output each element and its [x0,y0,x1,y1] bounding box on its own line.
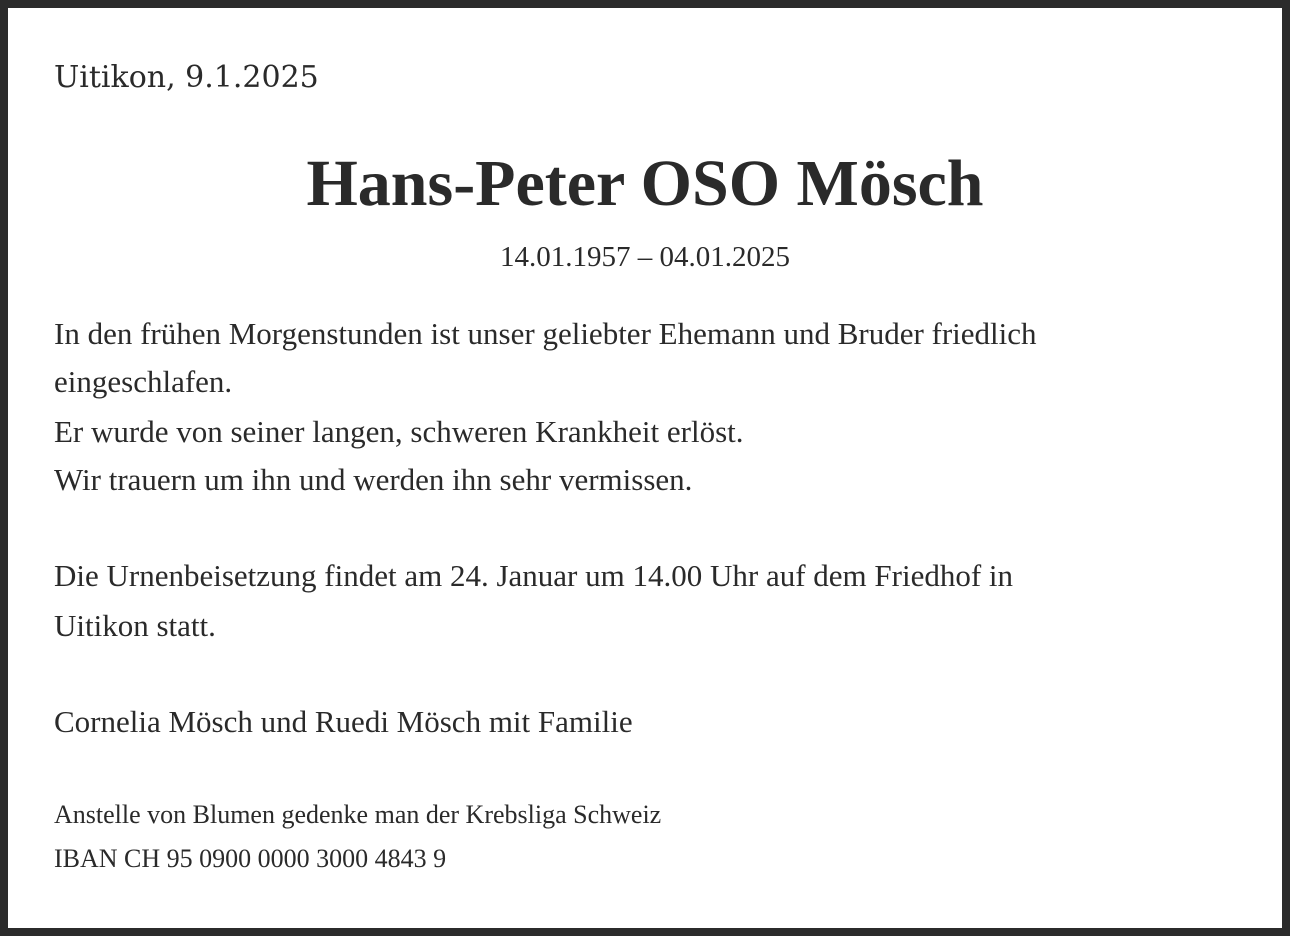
deceased-name: Hans-Peter OSO Mösch [306,147,984,220]
donation-iban: IBAN CH 95 0900 0000 3000 4843 9 [54,844,447,873]
lifespan-dates: 14.01.1957 – 04.01.2025 [500,241,790,273]
message-line-3: Er wurde von seiner langen, schweren Krankheit erlöst. [54,414,744,449]
mourners-signature: Cornelia Mösch und Ruedi Mösch mit Familie [54,704,633,739]
message-line-1: In den frühen Morgenstunden ist unser geliebter Ehemann und Bruder friedlich [54,316,1037,351]
burial-info-line-1: Die Urnenbeisetzung findet am 24. Januar um 14.00 Uhr auf dem Friedhof in [54,558,1014,593]
place-date: Uitikon, 9.1.2025 [54,60,319,95]
donation-request: Anstelle von Blumen gedenke man der Krebsliga Schweiz [54,800,662,829]
message-line-4: Wir trauern um ihn und werden ihn sehr vermissen. [54,462,693,497]
message-line-2: eingeschlafen. [54,364,233,399]
burial-info-line-2: Uitikon statt. [54,608,216,643]
obituary-notice [8,8,1282,928]
